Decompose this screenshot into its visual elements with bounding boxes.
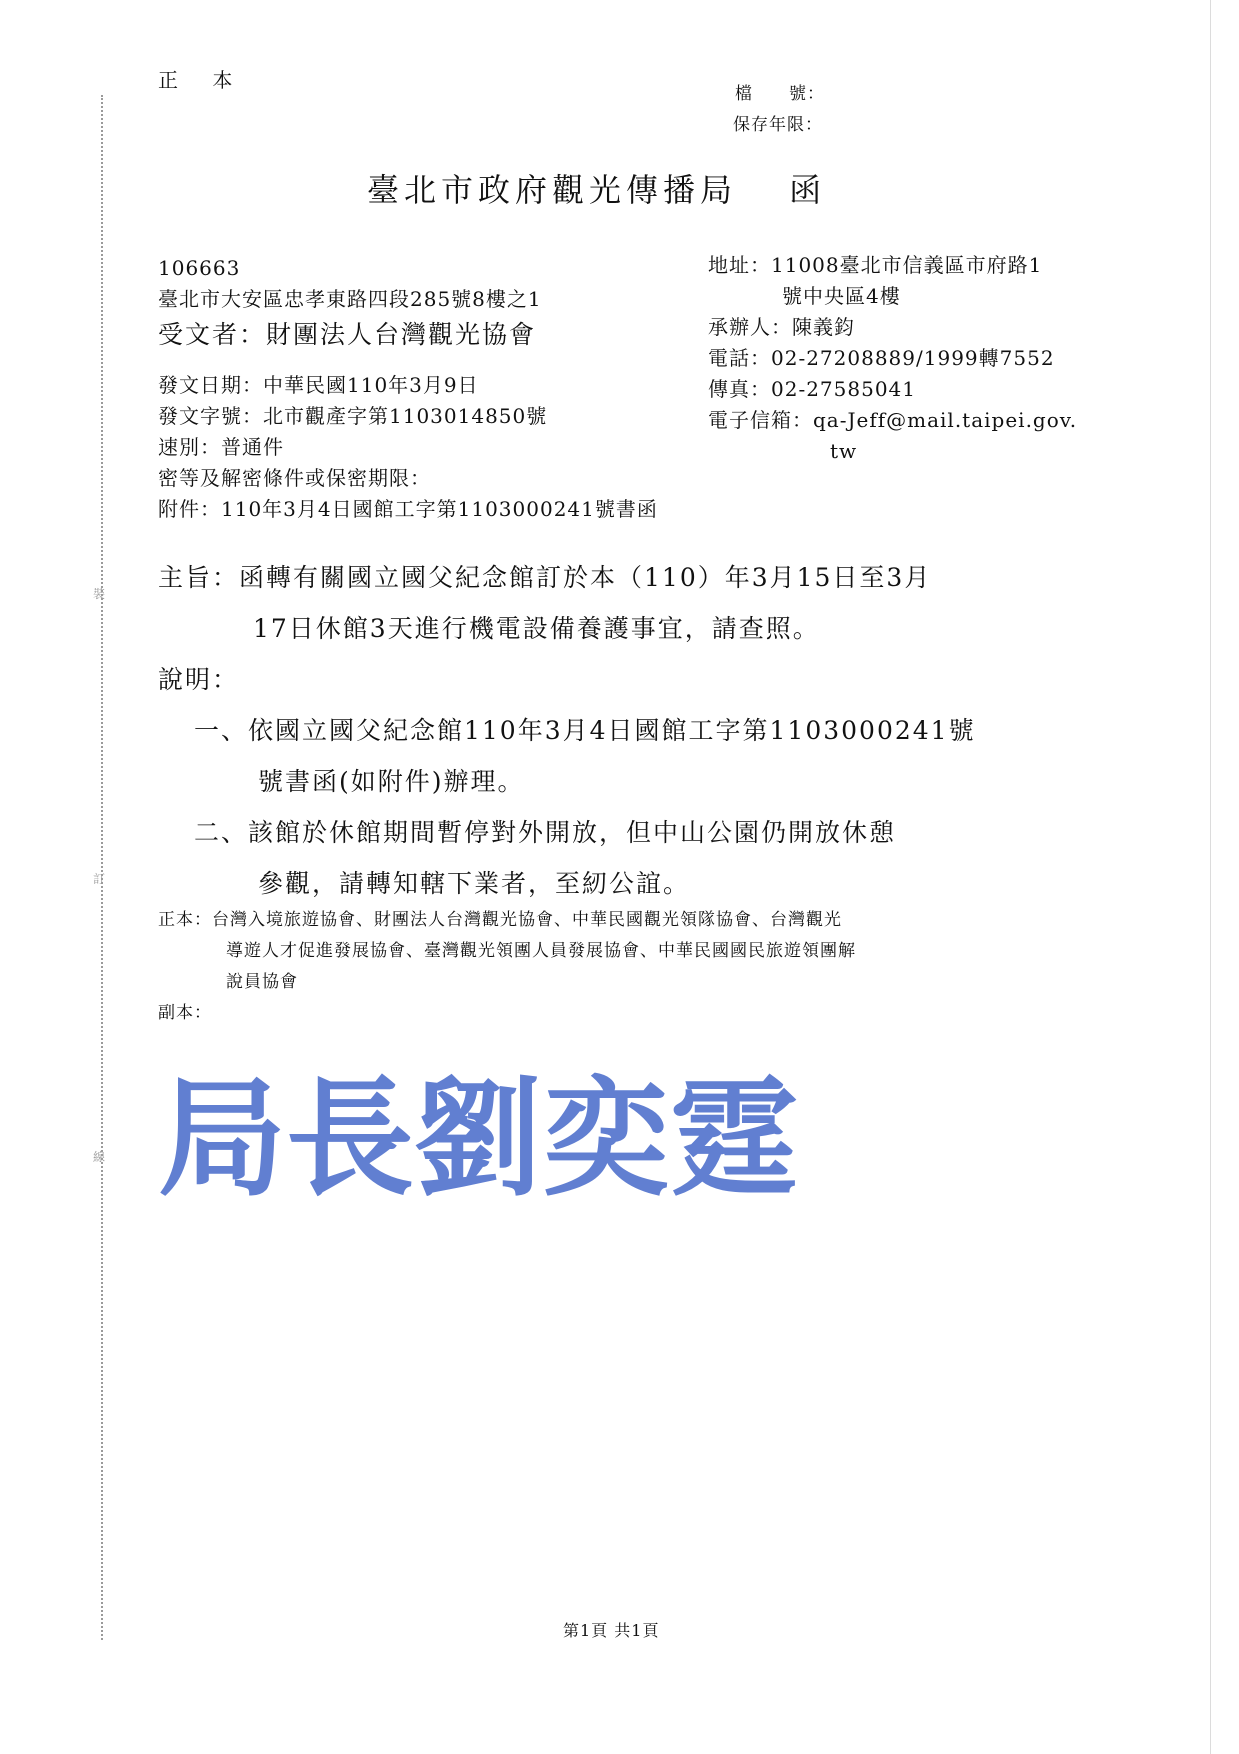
sender-phone: 電話：02-27208889/1999轉7552 <box>708 346 1055 370</box>
sender-address-line1: 地址：11008臺北市信義區市府路1 <box>708 253 1043 277</box>
sender-block <box>708 250 1077 467</box>
issue-date: 發文日期：中華民國110年3月9日 <box>158 373 479 397</box>
recipient-address: 臺北市大安區忠孝東路四段285號8樓之1 <box>158 287 542 311</box>
distribution-main-line2: 導遊人才促進發展協會、臺灣觀光領團人員發展協會、中華民國國民旅遊領團解 <box>226 941 856 961</box>
explanation-item1-line2: 號書函(如附件)辦理。 <box>258 767 525 796</box>
document-title: 臺北市政府觀光傳播局 函 <box>367 171 827 209</box>
binding-line <box>101 95 103 1640</box>
recipient-line: 受文者：財團法人台灣觀光協會 <box>158 320 537 349</box>
retention-label: 保存年限： <box>733 115 823 135</box>
subject-line1: 主旨：函轉有關國立國父紀念館訂於本（110）年3月15日至3月 <box>158 563 932 592</box>
signature-text: 局長劉奕霆 <box>158 1064 799 1214</box>
attachment: 附件：110年3月4日國館工字第1103000241號書函 <box>158 497 658 521</box>
sender-email-line2: tw <box>830 439 858 463</box>
binding-mark: 訂 <box>93 872 106 886</box>
delivery-speed: 速別：普通件 <box>158 435 284 459</box>
distribution-main-line1: 正本：台灣入境旅遊協會、財團法人台灣觀光協會、中華民國觀光領隊協會、台灣觀光 <box>158 910 842 930</box>
sender-fax: 傳真：02-27585041 <box>708 377 917 401</box>
recipient-block <box>158 253 542 355</box>
secrecy-level: 密等及解密條件或保密期限： <box>158 466 431 490</box>
explanation-item2-line1: 二、該館於休館期間暫停對外開放，但中山公園仍開放休憩 <box>194 818 897 847</box>
document-number: 發文字號：北市觀產字第1103014850號 <box>158 404 548 428</box>
meta-block <box>158 370 658 525</box>
file-number-label: 檔 號： <box>735 84 825 104</box>
sender-email-line1: 電子信箱：qa-Jeff@mail.taipei.gov. <box>708 408 1078 432</box>
sender-address-line2: 號中央區4樓 <box>782 284 901 308</box>
copy-mark: 正 本 <box>158 68 247 92</box>
subject-block <box>158 552 976 909</box>
binding-mark: 線 <box>93 1150 106 1164</box>
page-edge <box>1210 0 1211 1754</box>
explanation-item1-line1: 一、依國立國父紀念館110年3月4日國館工字第1103000241號 <box>194 716 976 745</box>
explanation-item2-line2: 參觀，請轉知轄下業者，至紉公誼。 <box>258 869 691 898</box>
director-signature-stamp <box>158 1055 799 1215</box>
subject-line2: 17日休館3天進行機電設備養護事宜，請查照。 <box>253 614 820 643</box>
binding-mark: 裝 <box>93 587 106 601</box>
recipient-postcode: 106663 <box>158 256 241 280</box>
explanation-heading: 說明： <box>158 665 240 694</box>
distribution-block <box>158 905 856 1029</box>
distribution-copy: 副本： <box>158 1003 212 1023</box>
sender-contact: 承辦人：陳義鈞 <box>708 315 855 339</box>
page-footer: 第1頁 共1頁 <box>563 1621 660 1640</box>
distribution-main-line3: 說員協會 <box>226 972 298 992</box>
